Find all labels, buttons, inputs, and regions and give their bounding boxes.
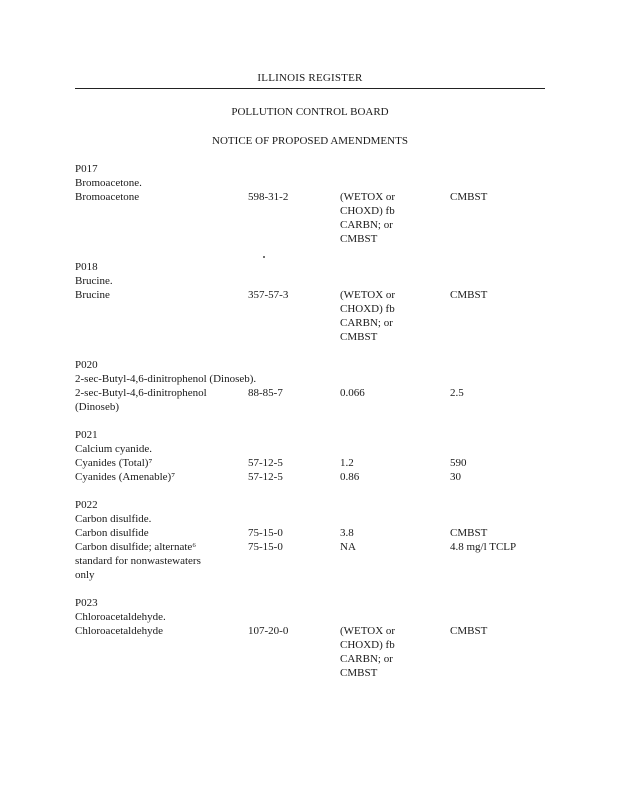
constituent-row [75, 190, 555, 246]
waste-entry [75, 260, 555, 344]
cas-number: 57-12-5 [248, 471, 283, 483]
agency-name: POLLUTION CONTROL BOARD [231, 106, 389, 118]
cas-number: 88-85-7 [248, 387, 283, 399]
wastewater-line: CHOXD) fb [340, 205, 395, 217]
waste-entry [75, 162, 555, 246]
constituent-row [75, 624, 555, 680]
cas-number: 57-12-5 [248, 457, 283, 469]
constituent-row [75, 526, 555, 540]
wastewater-standard [340, 526, 440, 540]
waste-name: Calcium cyanide. [75, 443, 152, 455]
waste-entry [75, 428, 555, 484]
wastewater-line: 3.8 [340, 527, 354, 539]
wastewater-standard [340, 470, 440, 484]
wastewater-standard [340, 190, 440, 246]
constituent-name [75, 456, 243, 470]
waste-code: P021 [75, 429, 98, 441]
constituent-line: standard for nonwastewaters [75, 555, 201, 567]
waste-name: Carbon disulfide. [75, 513, 152, 525]
constituent-row [75, 470, 555, 484]
constituent-name [75, 288, 243, 302]
waste-name: Chloroacetaldehyde. [75, 611, 166, 623]
waste-entries [75, 162, 555, 694]
waste-name: Brucine. [75, 275, 113, 287]
wastewater-line: (WETOX or [340, 625, 396, 637]
wastewater-line: CARBN; or [340, 653, 393, 665]
constituent-line: Cyanides (Amenable)⁷ [75, 471, 176, 483]
cas-number: 75-15-0 [248, 527, 283, 539]
wastewater-line: CMBST [340, 331, 378, 343]
notice-heading: NOTICE OF PROPOSED AMENDMENTS [212, 135, 408, 147]
waste-entry [75, 358, 555, 414]
wastewater-standard [340, 386, 440, 400]
wastewater-standard [340, 456, 440, 470]
wastewater-line: (WETOX or [340, 191, 396, 203]
nonwastewater-standard: 590 [450, 457, 467, 469]
cas-number: 357-57-3 [248, 289, 289, 301]
nonwastewater-standard: CMBST [450, 625, 488, 637]
waste-name: Bromoacetone. [75, 177, 142, 189]
wastewater-line: 0.86 [340, 471, 360, 483]
constituent-line: (Dinoseb) [75, 401, 119, 413]
nonwastewater-standard: CMBST [450, 191, 488, 203]
cas-number: 598-31-2 [248, 191, 289, 203]
waste-name: 2-sec-Butyl-4,6-dinitrophenol (Dinoseb). [75, 373, 257, 385]
constituent-line: Cyanides (Total)⁷ [75, 457, 153, 469]
cas-number: 107-20-0 [248, 625, 289, 637]
nonwastewater-standard: 4.8 mg/l TCLP [450, 541, 517, 553]
register-title: ILLINOIS REGISTER [257, 72, 363, 84]
cas-number: 75-15-0 [248, 541, 283, 553]
constituent-name [75, 386, 243, 414]
wastewater-line: CMBST [340, 233, 378, 245]
wastewater-line: (WETOX or [340, 289, 396, 301]
constituent-name [75, 540, 243, 582]
waste-code: P022 [75, 499, 98, 511]
waste-code: P023 [75, 597, 98, 609]
wastewater-line: CARBN; or [340, 317, 393, 329]
wastewater-line: CHOXD) fb [340, 639, 395, 651]
waste-code: P017 [75, 163, 98, 175]
wastewater-line: CMBST [340, 667, 378, 679]
waste-entry [75, 498, 555, 582]
waste-code: P018 [75, 261, 98, 273]
wastewater-line: NA [340, 541, 356, 553]
wastewater-line: 1.2 [340, 457, 354, 469]
constituent-name [75, 526, 243, 540]
constituent-line: Brucine [75, 289, 110, 301]
constituent-name [75, 470, 243, 484]
constituent-line: only [75, 569, 95, 581]
nonwastewater-standard: CMBST [450, 289, 488, 301]
nonwastewater-standard: 30 [450, 471, 461, 483]
constituent-name [75, 624, 243, 638]
constituent-line: 2-sec-Butyl-4,6-dinitrophenol [75, 387, 207, 399]
constituent-line: Carbon disulfide; alternate⁶ [75, 541, 197, 553]
constituent-row [75, 456, 555, 470]
constituent-line: Bromoacetone [75, 191, 140, 203]
nonwastewater-standard: CMBST [450, 527, 488, 539]
wastewater-standard [340, 624, 440, 680]
wastewater-line: 0.066 [340, 387, 365, 399]
constituent-line: Chloroacetaldehyde [75, 625, 163, 637]
constituent-line: Carbon disulfide [75, 527, 149, 539]
wastewater-line: CHOXD) fb [340, 303, 395, 315]
constituent-row [75, 386, 555, 414]
waste-entry [75, 596, 555, 680]
nonwastewater-standard: 2.5 [450, 387, 464, 399]
wastewater-line: CARBN; or [340, 219, 393, 231]
header-rule [75, 88, 545, 89]
waste-code: P020 [75, 359, 98, 371]
constituent-row [75, 288, 555, 344]
constituent-name [75, 190, 243, 204]
wastewater-standard [340, 288, 440, 344]
constituent-row [75, 540, 555, 582]
wastewater-standard [340, 540, 440, 554]
